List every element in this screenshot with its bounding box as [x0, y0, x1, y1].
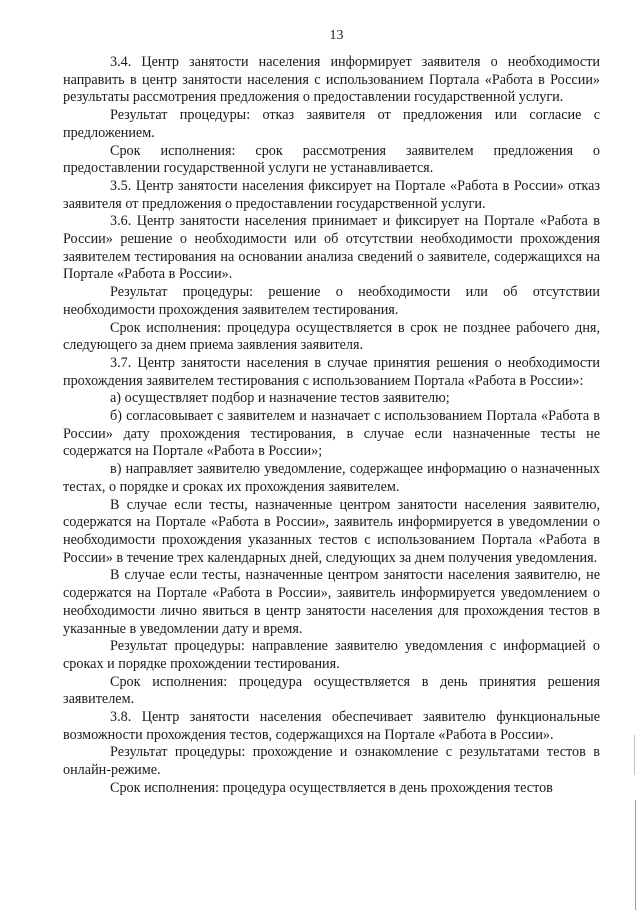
paragraph: 3.8. Центр занятости населения обеспечивает заявителю функциональные возможности прохождения тестов, содержащихся на Портале «Работа в России».: [63, 709, 600, 743]
paragraph: Результат процедуры: направление заявителю уведомления с информацией о сроках и порядке прохождении тестирования.: [63, 638, 600, 672]
list-item: а) осуществляет подбор и назначение тестов заявителю;: [110, 390, 450, 407]
paragraph: В случае если тесты, назначенные центром занятости населения заявителю, содержатся на Портале «Работа в России», заявитель информируется в уведомлении о необходимости прохождения указанных тестов с использованием Портала «Работа в России» в течение трех календарных дней, следующих за днем получения уведомления.: [63, 496, 600, 566]
paragraph: Срок исполнения: процедура осуществляется в срок не позднее рабочего дня, следующего за днем приема заявления заявителя.: [63, 319, 600, 354]
scan-edge-mark: [635, 800, 636, 910]
paragraph: 3.5. Центр занятости населения фиксирует на Портале «Работа в России» отказ заявителя от предложения о предоставлении государственной услуги.: [63, 177, 600, 212]
document-body: [63, 54, 600, 798]
paragraph: В случае если тесты, назначенные центром занятости населения заявителю, не содержатся на Портале «Работа в России», заявитель информируется уведомлением о необходимости лично явиться в центр занятости населения для прохождения тестов в указанные в уведомлении дату и время.: [63, 567, 600, 637]
paragraph: 3.4. Центр занятости населения информирует заявителя о необходимости направить в центр занятости населения с использованием Портала «Работа в России» результаты рассмотрения предложения о предоставлении государственной услуги.: [63, 54, 600, 106]
paragraph: Срок исполнения: срок рассмотрения заявителем предложения о предоставлении государственной услуги не устанавливается.: [63, 142, 600, 177]
paragraph: Результат процедуры: отказ заявителя от предложения или согласие с предложением.: [63, 107, 600, 141]
list-item: в) направляет заявителю уведомление, содержащее информацию о назначенных тестах, о порядке и сроках их прохождения заявителем.: [63, 461, 600, 495]
paragraph: Срок исполнения: процедура осуществляется в день прохождения тестов: [110, 779, 553, 796]
scan-edge-mark: [634, 735, 635, 775]
list-item: б) согласовывает с заявителем и назначает с использованием Портала «Работа в России» дату прохождения тестирования, в случае если назначенные тесты не содержатся на Портале «Работа в России»;: [63, 408, 600, 460]
paragraph: Результат процедуры: решение о необходимости или об отсутствии необходимости прохождения заявителем тестирования.: [63, 284, 600, 318]
paragraph: 3.6. Центр занятости населения принимает и фиксирует на Портале «Работа в России» решение о необходимости или об отсутствии необходимости прохождения заявителем тестирования на основании анализа сведений о заявителе, содержащихся на Портале «Работа в России».: [63, 213, 600, 283]
paragraph: Результат процедуры: прохождение и ознакомление с результатами тестов в онлайн-режиме.: [63, 744, 600, 779]
page-number: 13: [329, 28, 344, 43]
paragraph: Срок исполнения: процедура осуществляется в день принятия решения заявителем.: [63, 673, 600, 708]
paragraph: 3.7. Центр занятости населения в случае принятия решения о необходимости прохождения заявителем тестирования с использованием Портала «Работа в России»:: [63, 354, 600, 389]
